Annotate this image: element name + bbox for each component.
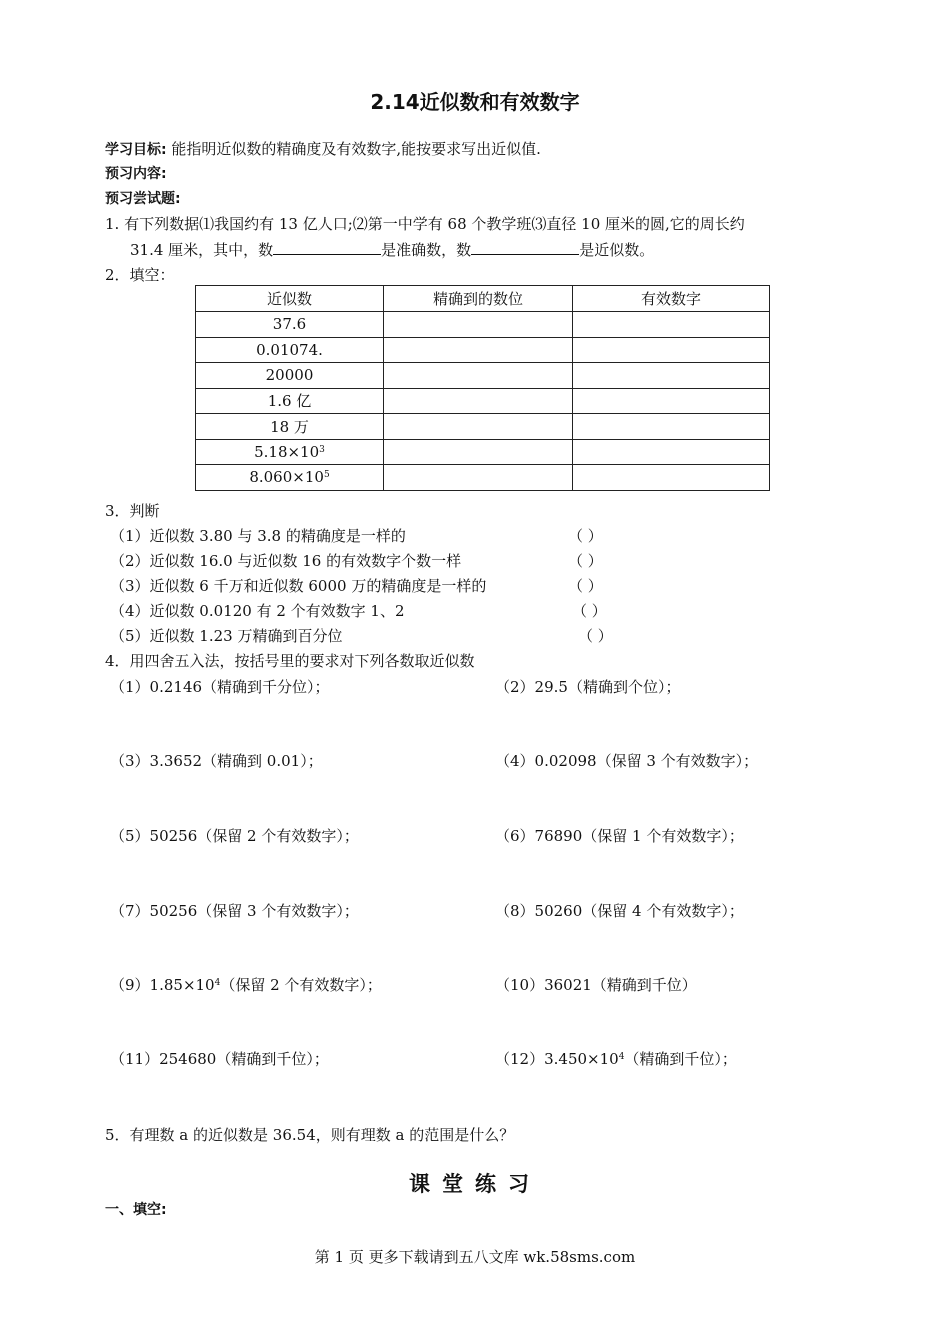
answer-cell[interactable] — [573, 414, 770, 440]
rounding-item: （8）50260（保留 4 个有效数字）； — [495, 902, 744, 920]
q1-text-a: 31.4 厘米，其中，数 — [130, 241, 274, 259]
page-title: 2.14近似数和有效数字 — [370, 90, 580, 114]
table-row — [196, 337, 770, 363]
question-4: 4．用四舍五入法，按括号里的要求对下列各数取近似数 — [105, 652, 475, 670]
rounding-item: （6）76890（保留 1 个有效数字）； — [495, 827, 744, 845]
objective-text: 能指明近似数的精确度及有效数字,能按要求写出近似值. — [171, 140, 541, 158]
header-approx: 近似数 — [196, 286, 384, 312]
question-3: 3．判断 — [105, 502, 160, 520]
judge-item: （4）近似数 0.0120 有 2 个有效数字 1、2 — [110, 602, 405, 620]
objective-label: 学习目标: — [105, 142, 167, 158]
rounding-tail: （保留 2 个有效数字）； — [220, 976, 382, 994]
row-value — [196, 439, 384, 465]
rounding-item: （1）0.2146（精确到千分位）； — [110, 678, 330, 696]
question-1-line-2 — [130, 239, 654, 260]
row-value: 20000 — [196, 363, 384, 389]
rounding-item: （5）50256（保留 2 个有效数字）； — [110, 827, 359, 845]
rounding-item: （4）0.02098（保留 3 个有效数字）； — [495, 752, 759, 770]
rounding-exponent: 4 — [214, 978, 221, 988]
judge-item: （2）近似数 16.0 与近似数 16 的有效数字个数一样 — [110, 552, 462, 570]
rounding-item: （11）254680（精确到千位）； — [110, 1050, 329, 1068]
objective-line — [105, 138, 541, 159]
preview-label: 预习内容: — [105, 166, 167, 182]
question-2: 2．填空： — [105, 266, 175, 284]
answer-cell[interactable] — [573, 465, 770, 491]
row-value-base: 8.060×10 — [249, 468, 324, 487]
answer-cell[interactable] — [573, 439, 770, 465]
section-1-label: 一、填空: — [105, 1202, 167, 1218]
table-row — [196, 388, 770, 414]
table-row — [196, 363, 770, 389]
rounding-exponent: 4 — [618, 1052, 625, 1062]
answer-blank-exact[interactable] — [273, 240, 381, 255]
table-row — [196, 312, 770, 338]
answer-cell[interactable] — [384, 414, 573, 440]
row-value — [196, 465, 384, 491]
table-row — [196, 439, 770, 465]
judge-mark[interactable]: （ ） — [568, 552, 603, 570]
row-value-exponent: 3 — [319, 444, 325, 455]
answer-blank-approx[interactable] — [471, 240, 579, 255]
page-footer: 第 1 页 更多下载请到五八文库 wk.58sms.com — [314, 1248, 636, 1266]
q1-text-b: 是准确数，数 — [381, 241, 472, 259]
answer-cell[interactable] — [573, 363, 770, 389]
rounding-item — [110, 974, 382, 995]
header-precision: 精确到的数位 — [384, 286, 573, 312]
judge-item: （1）近似数 3.80 与 3.8 的精确度是一样的 — [110, 527, 406, 545]
fill-in-table — [195, 285, 770, 491]
rounding-item — [495, 1048, 737, 1069]
row-value: 37.6 — [196, 312, 384, 338]
question-5: 5．有理数 a 的近似数是 36.54，则有理数 a 的范围是什么？ — [105, 1126, 515, 1144]
judge-item: （3）近似数 6 千万和近似数 6000 万的精确度是一样的 — [110, 577, 487, 595]
row-value: 18 万 — [196, 414, 384, 440]
answer-cell[interactable] — [384, 312, 573, 338]
rounding-base: （9）1.85×10 — [110, 976, 215, 994]
answer-cell[interactable] — [384, 465, 573, 491]
answer-cell[interactable] — [384, 337, 573, 363]
answer-cell[interactable] — [573, 388, 770, 414]
rounding-base: （12）3.450×10 — [495, 1050, 619, 1068]
table-row — [196, 465, 770, 491]
row-value-base: 5.18×10 — [254, 442, 320, 461]
answer-cell[interactable] — [384, 388, 573, 414]
section-title: 课堂练习 — [409, 1171, 541, 1196]
row-value: 1.6 亿 — [196, 388, 384, 414]
table-header-row — [196, 286, 770, 312]
judge-mark[interactable]: （ ） — [568, 527, 603, 545]
header-sigfig: 有效数字 — [573, 286, 770, 312]
answer-cell[interactable] — [573, 337, 770, 363]
row-value: 0.01074. — [196, 337, 384, 363]
try-label: 预习尝试题: — [105, 191, 181, 207]
q1-text-c: 是近似数。 — [579, 241, 655, 259]
rounding-item: （7）50256（保留 3 个有效数字）； — [110, 902, 359, 920]
table-row — [196, 414, 770, 440]
judge-mark[interactable]: （ ） — [578, 627, 613, 645]
answer-cell[interactable] — [384, 363, 573, 389]
question-1-line-1: 1. 有下列数据⑴我国约有 13 亿人口;⑵第一中学有 68 个教学班⑶直径 10 厘米的圆,它的周长约 — [105, 215, 745, 233]
answer-cell[interactable] — [384, 439, 573, 465]
judge-mark[interactable]: （ ） — [572, 602, 607, 620]
rounding-item: （3）3.3652（精确到 0.01）； — [110, 752, 323, 770]
judge-item: （5）近似数 1.23 万精确到百分位 — [110, 627, 343, 645]
answer-cell[interactable] — [573, 312, 770, 338]
rounding-item: （2）29.5（精确到个位）； — [495, 678, 681, 696]
rounding-tail: （精确到千位）； — [624, 1050, 737, 1068]
judge-mark[interactable]: （ ） — [568, 577, 603, 595]
rounding-item: （10）36021（精确到千位） — [495, 976, 697, 994]
row-value-exponent: 5 — [323, 470, 330, 481]
